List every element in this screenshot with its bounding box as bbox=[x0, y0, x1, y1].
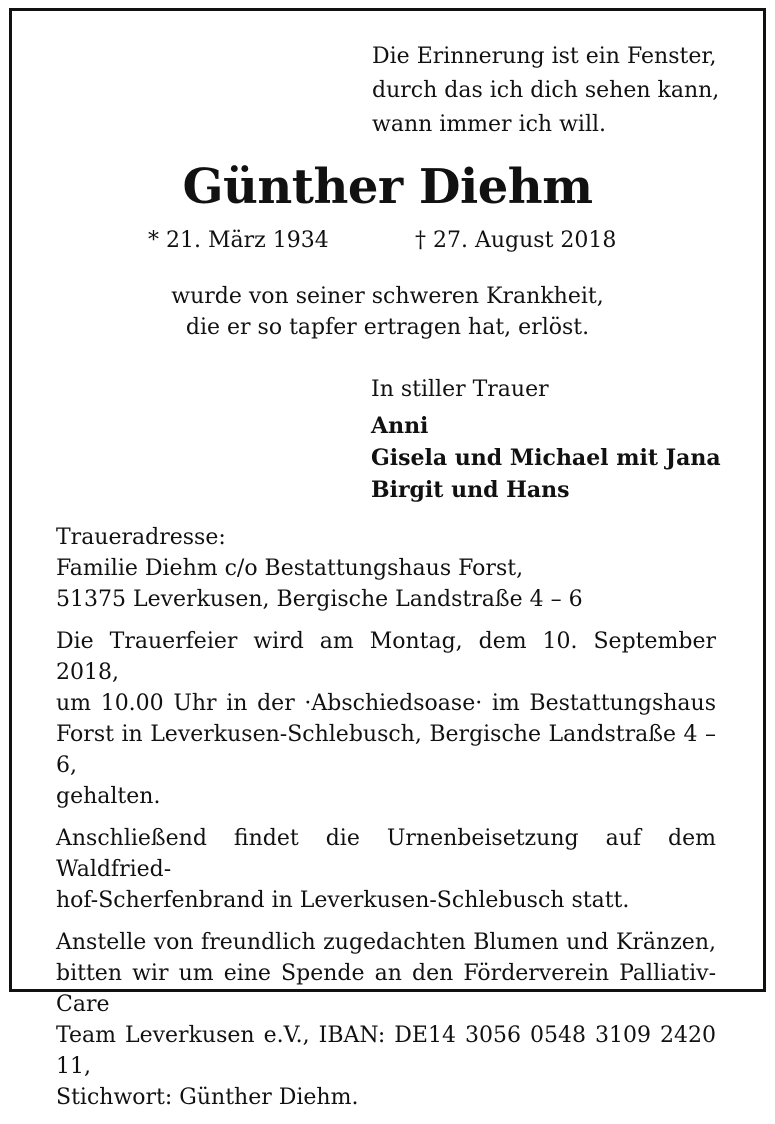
donation-line: Stichwort: Günther Diehm. bbox=[56, 1085, 359, 1110]
message-line: die er so tapfer ertragen hat, erlöst. bbox=[185, 315, 590, 340]
mourners-block bbox=[371, 374, 721, 506]
donation-line: bitten wir um eine Spende an den Förderverein Palliativ-Care bbox=[56, 961, 716, 1017]
address-line: Traueradresse: bbox=[56, 525, 226, 550]
passing-message bbox=[0, 281, 775, 343]
poem-line: durch das ich dich sehen kann, bbox=[372, 78, 720, 103]
donation-line: Anstelle von freundlich zugedachten Blumen und Kränzen, bbox=[56, 930, 716, 955]
birth-date: * 21. März 1934 bbox=[148, 228, 329, 253]
ceremony-line: gehalten. bbox=[56, 784, 161, 809]
poem-line: Die Erinnerung ist ein Fenster, bbox=[372, 44, 717, 69]
deceased-name: Günther Diehm bbox=[182, 159, 593, 215]
mourner-name: Anni bbox=[371, 413, 429, 439]
mourner-name: Gisela und Michael mit Jana bbox=[371, 445, 721, 471]
burial-info bbox=[56, 823, 716, 916]
burial-line: Anschließend findet die Urnenbeisetzung auf dem Waldfried- bbox=[56, 826, 716, 882]
donation-line: Team Leverkusen e.V., IBAN: DE14 3056 0548 3109 2420 11, bbox=[56, 1023, 716, 1079]
memorial-poem bbox=[372, 40, 719, 142]
mourning-intro: In stiller Trauer bbox=[371, 377, 549, 402]
burial-line: hof-Scherfenbrand in Leverkusen-Schlebusch statt. bbox=[56, 888, 630, 913]
poem-line: wann immer ich will. bbox=[372, 112, 607, 137]
donation-info bbox=[56, 927, 716, 1113]
death-date: † 27. August 2018 bbox=[415, 228, 617, 253]
obituary-details bbox=[56, 522, 716, 1124]
ceremony-line: Forst in Leverkusen-Schlebusch, Bergische Landstraße 4 – 6, bbox=[56, 722, 716, 778]
message-line: wurde von seiner schweren Krankheit, bbox=[171, 284, 604, 309]
address-line: 51375 Leverkusen, Bergische Landstraße 4 – 6 bbox=[56, 587, 583, 612]
funeral-address bbox=[56, 522, 716, 615]
address-line: Familie Diehm c/o Bestattungshaus Forst, bbox=[56, 556, 524, 581]
ceremony-line: um 10.00 Uhr in der ·Abschiedsoase· im Bestattungshaus bbox=[56, 691, 716, 716]
ceremony-info bbox=[56, 626, 716, 812]
mourner-name: Birgit und Hans bbox=[371, 477, 570, 503]
ceremony-line: Die Trauerfeier wird am Montag, dem 10. September 2018, bbox=[56, 629, 716, 685]
